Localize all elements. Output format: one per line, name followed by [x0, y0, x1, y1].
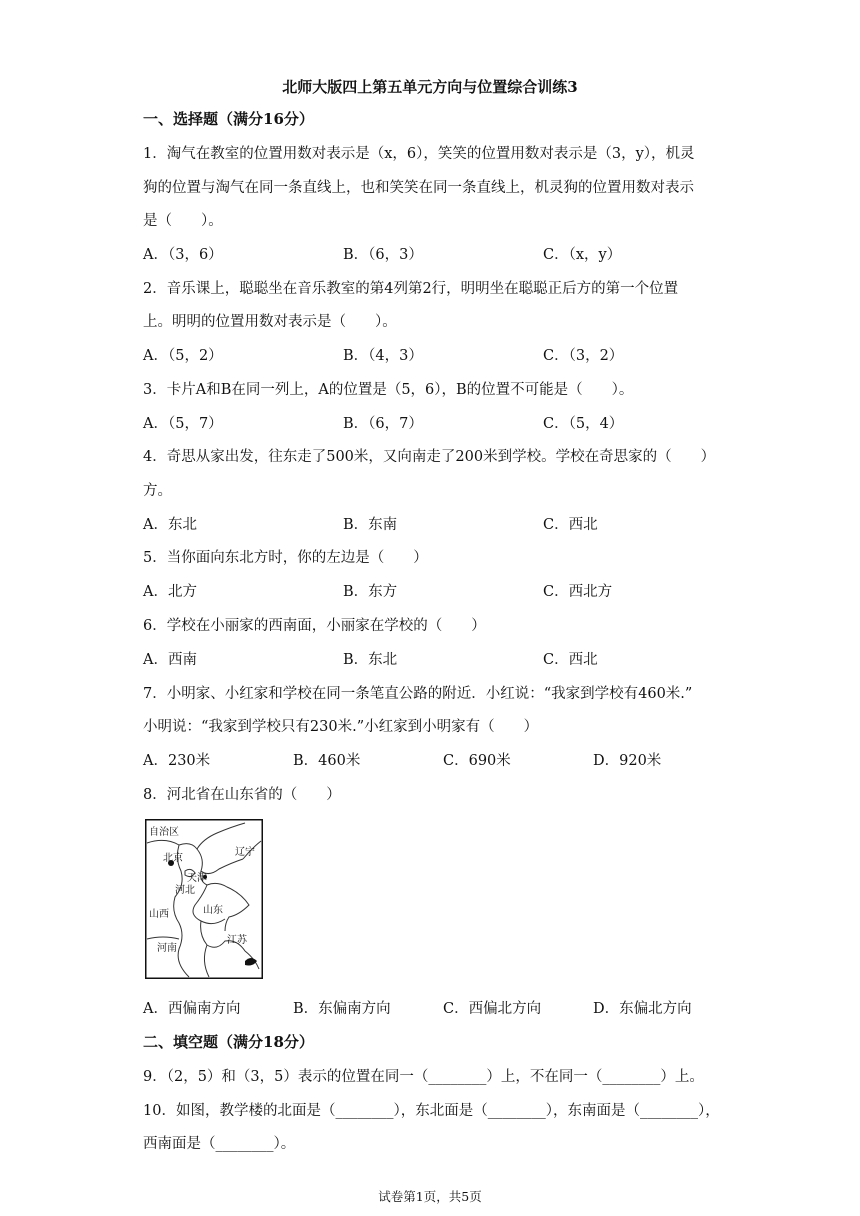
question-6-option-b[interactable]: B．东北 — [343, 652, 398, 668]
question-7-option-b[interactable]: B．460米 — [293, 753, 361, 769]
question-5-line-1: 5．当你面向东北方时，你的左边是（ ） — [143, 550, 428, 566]
question-7-option-a[interactable]: A．230米 — [143, 753, 211, 769]
section-choice-heading: 一、选择题（满分16分） — [143, 110, 314, 128]
map-label-liaoning: 辽宁 — [235, 847, 255, 858]
map-label-jiangsu: 江苏 — [227, 935, 247, 946]
question-2-option-c[interactable]: C．（3，2） — [543, 348, 624, 364]
question-3-option-b[interactable]: B．（6，7） — [343, 416, 423, 432]
question-3-option-c[interactable]: C．（5，4） — [543, 416, 624, 432]
map-label-shandong: 山东 — [203, 905, 223, 916]
map-label-henan: 河南 — [157, 943, 177, 954]
question-2-line-2: 上。明明的位置用数对表示是（ ）。 — [143, 314, 397, 330]
question-1-line-3: 是（ ）。 — [143, 213, 223, 229]
question-1-option-b[interactable]: B．（6，3） — [343, 247, 423, 263]
province-map — [145, 819, 263, 979]
question-7-line-2: 小明说：“我家到学校只有230米.”小红家到小明家有（ ） — [143, 719, 539, 735]
question-8-option-b[interactable]: B．东偏南方向 — [293, 1001, 391, 1017]
question-3-line-1: 3．卡片A和B在同一列上，A的位置是（5，6），B的位置不可能是（ ）。 — [143, 382, 634, 398]
map-label-beijing: 北京 — [163, 853, 183, 864]
question-7-option-d[interactable]: D．920米 — [593, 753, 662, 769]
question-1-option-a[interactable]: A．（3，6） — [143, 247, 223, 263]
question-4-line-2: 方。 — [143, 483, 172, 499]
question-6-option-a[interactable]: A．西南 — [143, 652, 197, 668]
section-fill-heading: 二、填空题（满分18分） — [143, 1033, 314, 1051]
question-6-option-c[interactable]: C．西北 — [543, 652, 598, 668]
question-7-line-1: 7．小明家、小红家和学校在同一条笔直公路的附近．小红说：“我家到学校有460米.” — [143, 686, 693, 702]
question-7-option-c[interactable]: C．690米 — [443, 753, 511, 769]
question-4-option-a[interactable]: A．东北 — [143, 517, 197, 533]
question-5-option-c[interactable]: C．西北方 — [543, 584, 613, 600]
map-label-shanxi: 山西 — [149, 909, 169, 920]
question-9-line-1: 9．（2，5）和（3，5）表示的位置在同一（________）上，不在同一（________）上。 — [143, 1069, 704, 1085]
question-1-line-2: 狗的位置与淘气在同一条直线上，也和笑笑在同一条直线上，机灵狗的位置用数对表示 — [143, 180, 694, 196]
question-8-line-1: 8．河北省在山东省的（ ） — [143, 787, 341, 803]
question-1-line-1: 1．淘气在教室的位置用数对表示是（x，6），笑笑的位置用数对表示是（3，y），机灵 — [143, 146, 695, 162]
question-4-option-b[interactable]: B．东南 — [343, 517, 398, 533]
question-4-line-1: 4．奇思从家出发，往东走了500米，又向南走了200米到学校。学校在奇思家的（ ） — [143, 449, 716, 465]
question-2-option-b[interactable]: B．（4，3） — [343, 348, 423, 364]
question-6-line-1: 6．学校在小丽家的西南面，小丽家在学校的（ ） — [143, 618, 486, 634]
question-8-option-c[interactable]: C．西偏北方向 — [443, 1001, 542, 1017]
page-title: 北师大版四上第五单元方向与位置综合训练3 — [282, 78, 578, 96]
question-10-line-1: 10．如图，教学楼的北面是（________），东北面是（________），东南面是（________）， — [143, 1103, 720, 1119]
map-label-hebei: 河北 — [175, 885, 195, 896]
question-10-line-2: 西南面是（________）。 — [143, 1136, 296, 1152]
question-2-option-a[interactable]: A．（5，2） — [143, 348, 223, 364]
question-4-option-c[interactable]: C．西北 — [543, 517, 598, 533]
map-label-region: 自治区 — [149, 827, 179, 838]
page-footer: 试卷第1页，共5页 — [378, 1189, 482, 1204]
question-2-line-1: 2．音乐课上，聪聪坐在音乐教室的第4列第2行，明明坐在聪聪正后方的第一个位置 — [143, 281, 679, 297]
question-8-option-d[interactable]: D．东偏北方向 — [593, 1001, 692, 1017]
map-label-tianjin: 天津 — [187, 873, 207, 884]
question-8-option-a[interactable]: A．西偏南方向 — [143, 1001, 241, 1017]
question-5-option-b[interactable]: B．东方 — [343, 584, 398, 600]
question-3-option-a[interactable]: A．（5，7） — [143, 416, 223, 432]
question-1-option-c[interactable]: C．（x，y） — [543, 247, 622, 263]
question-5-option-a[interactable]: A．北方 — [143, 584, 197, 600]
